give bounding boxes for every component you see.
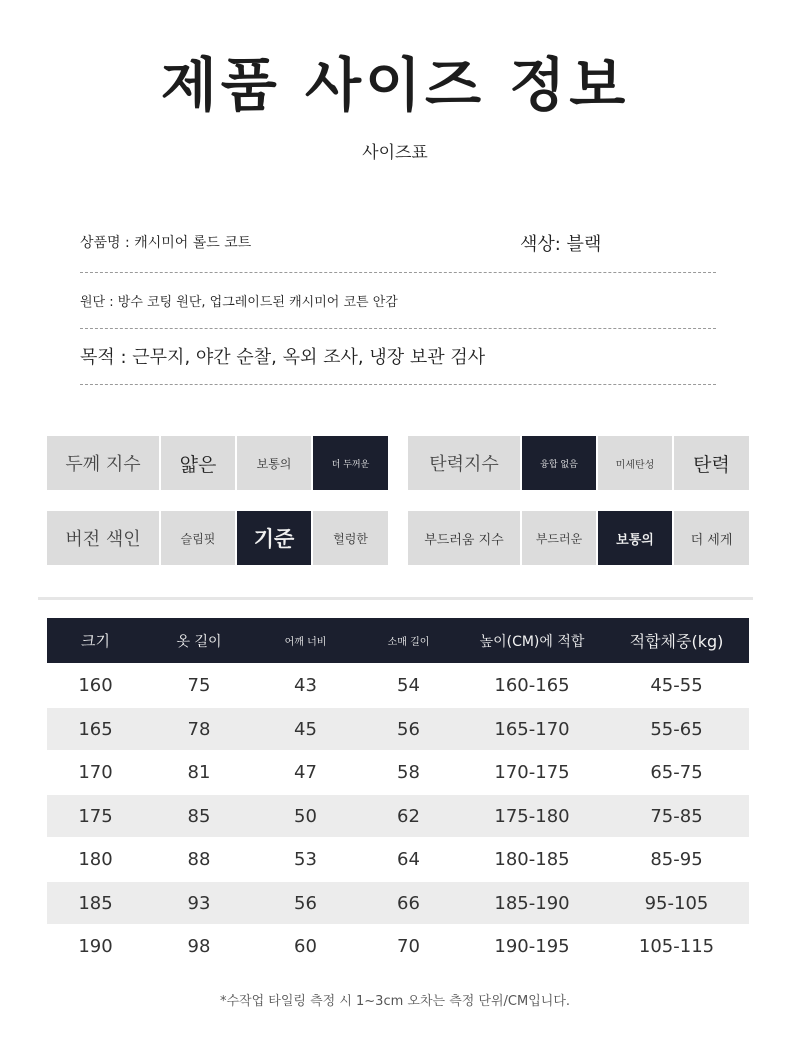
table-cell: 190-195 <box>494 936 570 957</box>
softness-option-firmer: 더 세게 <box>674 511 749 565</box>
table-row <box>47 924 749 969</box>
dashed-divider <box>80 384 716 385</box>
version-option-slim: 슬림핏 <box>161 511 235 565</box>
table-row <box>47 663 749 708</box>
table-cell: 165 <box>78 718 113 740</box>
table-cell: 98 <box>187 936 211 957</box>
purpose-info: 목적 : 근무지, 야간 순찰, 옥외 조사, 냉장 보관 검사 <box>80 347 486 368</box>
version-option-standard-selected: 기준 <box>237 511 311 565</box>
table-cell: 85-95 <box>650 849 703 870</box>
elasticity-option-none-selected: 융합 없음 <box>522 436 596 490</box>
table-cell: 70 <box>397 936 420 957</box>
table-cell: 81 <box>187 762 211 783</box>
elasticity-index <box>408 436 749 490</box>
table-header <box>47 618 749 663</box>
table-cell: 45-55 <box>650 675 703 696</box>
table-cell: 56 <box>397 718 420 740</box>
header-sleeve: 소매 길이 <box>387 637 430 648</box>
table-cell: 55-65 <box>650 718 703 740</box>
table-row <box>47 795 749 837</box>
table-cell: 58 <box>397 762 420 783</box>
dashed-divider <box>80 328 716 329</box>
table-cell: 175 <box>78 805 113 827</box>
table-cell: 180 <box>78 849 113 870</box>
table-cell: 185 <box>78 892 113 914</box>
thickness-option-thin: 얇은 <box>161 436 235 490</box>
thickness-option-normal: 보통의 <box>237 436 311 490</box>
product-name: 상품명 : 캐시미어 롤드 코트 <box>80 235 252 251</box>
header-height: 높이(CM)에 적합 <box>479 633 585 650</box>
version-label: 버전 색인 <box>47 511 159 565</box>
size-table <box>47 618 749 969</box>
table-cell: 105-115 <box>638 936 715 957</box>
table-cell: 180-185 <box>494 849 570 870</box>
size-chart-subtitle: 사이즈표 <box>362 143 428 163</box>
table-cell: 160-165 <box>494 675 570 696</box>
header-shoulder: 어깨 너비 <box>284 637 327 648</box>
table-cell: 66 <box>397 892 420 914</box>
table-cell: 160 <box>78 675 113 696</box>
table-cell: 88 <box>187 849 211 870</box>
softness-index <box>408 511 749 565</box>
table-cell: 53 <box>294 849 317 870</box>
softness-option-soft: 부드러운 <box>522 511 596 565</box>
elasticity-option-elastic: 탄력 <box>674 436 749 490</box>
table-cell: 85 <box>187 805 211 827</box>
product-color: 색상: 블랙 <box>520 234 602 255</box>
elasticity-label: 탄력지수 <box>408 436 520 490</box>
thickness-index <box>47 436 388 490</box>
table-row <box>47 750 749 795</box>
table-body <box>47 663 749 969</box>
table-cell: 165-170 <box>494 718 570 740</box>
header-size: 크기 <box>81 632 110 650</box>
table-cell: 78 <box>187 718 211 740</box>
table-cell: 64 <box>397 849 420 870</box>
header-length: 옷 길이 <box>176 633 222 650</box>
table-cell: 50 <box>294 805 317 827</box>
table-cell: 62 <box>397 805 420 827</box>
header-weight: 적합체중(kg) <box>629 632 724 651</box>
elasticity-option-slight: 미세탄성 <box>598 436 672 490</box>
table-cell: 95-105 <box>644 892 709 914</box>
table-row <box>47 837 749 882</box>
table-cell: 190 <box>78 936 113 957</box>
thickness-option-thicker-selected: 더 두꺼운 <box>313 436 388 490</box>
table-cell: 175-180 <box>494 805 570 827</box>
table-row <box>47 882 749 924</box>
version-index <box>47 511 388 565</box>
table-cell: 47 <box>294 762 317 783</box>
table-row <box>47 708 749 750</box>
table-cell: 45 <box>294 718 317 740</box>
table-cell: 54 <box>397 675 420 696</box>
softness-option-normal-selected: 보통의 <box>598 511 672 565</box>
page-title: 제품 사이즈 정보 <box>160 51 630 119</box>
table-cell: 170-175 <box>494 762 570 783</box>
table-cell: 75 <box>187 675 211 696</box>
table-cell: 56 <box>294 892 317 914</box>
table-cell: 43 <box>294 675 317 696</box>
softness-label: 부드러움 지수 <box>408 511 520 565</box>
section-divider <box>38 597 753 600</box>
table-cell: 75-85 <box>650 805 703 827</box>
table-cell: 65-75 <box>650 762 703 783</box>
version-option-loose: 헐렁한 <box>313 511 388 565</box>
dashed-divider <box>80 272 716 273</box>
fabric-info: 원단 : 방수 코팅 원단, 업그레이드된 캐시미어 코튼 안감 <box>80 295 398 310</box>
table-cell: 60 <box>294 936 317 957</box>
table-cell: 185-190 <box>494 892 570 914</box>
measurement-note: *수작업 타일링 측정 시 1~3cm 오차는 측정 단위/CM입니다. <box>219 994 571 1009</box>
thickness-label: 두께 지수 <box>47 436 159 490</box>
table-cell: 170 <box>78 762 113 783</box>
table-cell: 93 <box>187 892 211 914</box>
